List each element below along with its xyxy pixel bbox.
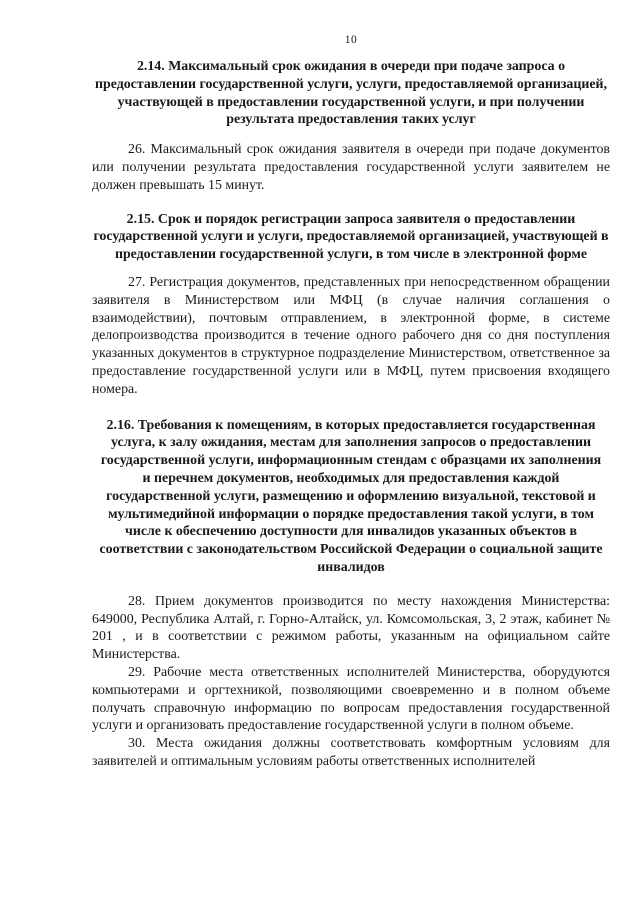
paragraph-28: 28. Прием документов производится по месту нахождения Министерства: 649000, Республика Алтай, г. Горно-Алтайск, ул. Комсомольская, 3, 2 этаж, кабинет № 201 , и в соответствии с режимом работы, указанным на официальном сайте Министерства. — [92, 593, 610, 663]
paragraph-27: 27. Регистрация документов, представленных при непосредственном обращении заявителя в Министерством или МФЦ (в случае наличия соглашения о взаимодействии), почтовым отправлением, в электронной форме, в системе делопроизводства производится в течение одного рабочего дня со дня поступления указанных документов в структурное подразделение Министерством, ответственное за предоставление государственной услуги или в МФЦ, путем присвоения входящего номера. — [92, 274, 610, 397]
page-number: 10 — [344, 34, 358, 46]
section-heading-2-16: 2.16. Требования к помещениям, в которых предоставляется государственная услуга, к залу ожидания, местам для заполнения запросов о предоставлении государственной услуги, информационным стендам с образцами их заполнения и перечнем документов, необходимых для предоставления каждой государственной услуги, размещению и оформлению визуальной, текстовой и мультимедийной информации о порядке предоставления такой услуги, в том числе к обеспечению доступности для инвалидов указанных объектов в соответствии с законодательством Российской Федерации о социальной защите инвалидов — [99, 417, 603, 575]
section-heading-2-15: 2.15. Срок и порядок регистрации запроса заявителя о предоставлении государственной услуги и услуги, предоставляемой организацией, участвующей в предоставлении государственной услуги, в том числе в электронной форме — [93, 211, 609, 263]
paragraph-26: 26. Максимальный срок ожидания заявителя в очереди при подаче документов или получении результата предоставления государственной услуги заявителем не должен превышать 15 минут. — [92, 142, 610, 193]
paragraph-30: 30. Места ожидания должны соответствовать комфортным условиям для заявителей и оптимальным условиям работы ответственных исполнителей — [92, 736, 610, 769]
section-heading-2-14: 2.14. Максимальный срок ожидания в очереди при подаче запроса о предоставлении государственной услуги, услуги, предоставляемой организацией, участвующей в предоставлении государственной услуги, и при получении результата предоставления таких услуг — [94, 59, 608, 128]
paragraph-29: 29. Рабочие места ответственных исполнителей Министерства, оборудуются компьютерами и оргтехникой, позволяющими своевременно и в полном объеме получать справочную информацию по вопросам предоставления государственной услуги и организовать предоставление государственной услуги в полном объеме. — [92, 664, 610, 734]
